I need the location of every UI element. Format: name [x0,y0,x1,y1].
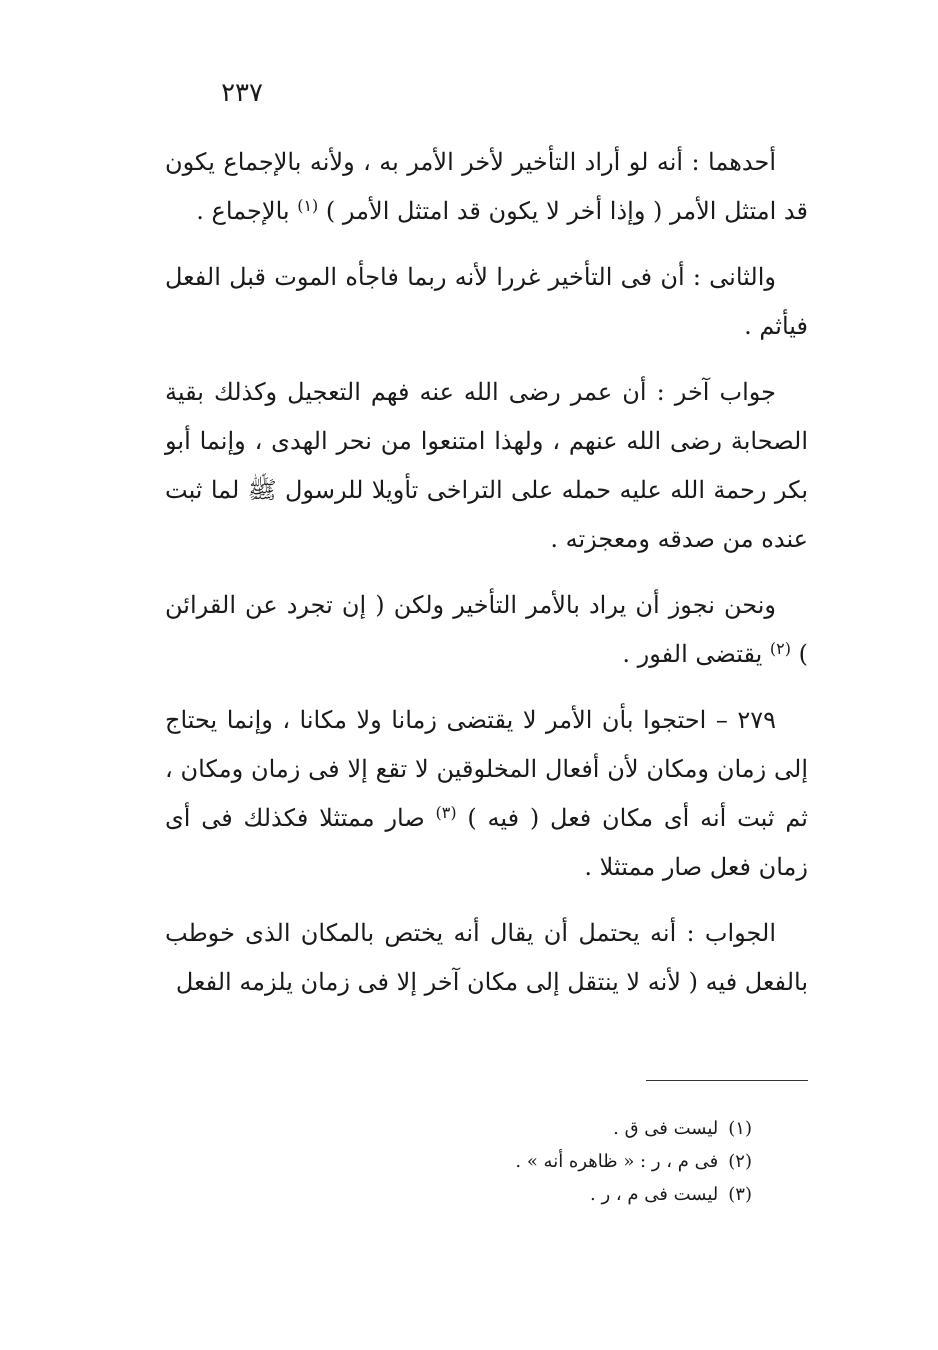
paragraph [165,253,808,351]
footnote [515,1145,752,1178]
paragraph [165,581,808,679]
footnote-number: (٢) [728,1151,752,1172]
footnote-reference: (٣) [435,803,457,822]
page-number: ٢٣٧ [221,78,263,108]
paragraph [165,696,808,892]
footnote [515,1112,752,1145]
paragraph-text: يقتضى الفور . [622,640,770,668]
footnote-text: فى م ، ر : « ظاهره أنه » . [515,1151,719,1172]
paragraph-text: ونحن نجوز أن يراد بالأمر التأخير ولكن ( إن تجرد عن القرائن ) [165,591,808,668]
footnote-number: (٣) [728,1184,752,1205]
paragraph [165,138,808,236]
footnote-separator [646,1080,808,1081]
paragraph-text: جواب آخر : أن عمر رضى الله عنه فهم التعجيل وكذلك بقية الصحابة رضى الله عنهم ، ولهذا امتنعوا من نحر الهدى ، وإنما أبو بكر رحمة الله عليه حمله على التراخى تأويلا للرسول ﷺ لما ثبت عنده من صدقه ومعجزته . [165,378,808,553]
paragraph [165,909,808,1007]
footnote-reference: (٢) [769,639,791,658]
footnote-text: ليست فى ق . [613,1118,719,1139]
footnote-reference: (١) [297,196,319,215]
paragraph [165,368,808,564]
footnotes [515,1112,752,1211]
paragraph-text: بالإجماع . [196,197,298,225]
paragraph-text: ٢٧٩ – احتجوا بأن الأمر لا يقتضى زمانا ولا مكانا ، وإنما يحتاج إلى زمان ومكان لأن أفعال المخلوقين لا تقع إلا فى زمان ومكان ، ثم ثبت أنه أى مكان فعل ( فيه ) [165,706,808,832]
paragraph-text: الجواب : أنه يحتمل أن يقال أنه يختص بالمكان الذى خوطب بالفعل فيه ( لأنه لا ينتقل إلى مكان آخر إلا فى زمان يلزمه الفعل [165,919,808,996]
paragraph-text: والثانى : أن فى التأخير غررا لأنه ربما فاجأه الموت قبل الفعل فيأثم . [165,263,808,340]
footnote [515,1178,752,1211]
footnote-text: ليست فى م ، ر . [590,1184,719,1205]
main-text [165,138,808,1024]
footnote-number: (١) [728,1118,752,1139]
paragraph-text: صار ممتثلا فكذلك فى أى زمان فعل صار ممتثلا . [165,804,808,881]
paragraph-text: أحدهما : أنه لو أراد التأخير لأخر الأمر به ، ولأنه بالإجماع يكون قد امتثل الأمر ( وإذا أخر لا يكون قد امتثل الأمر ) [165,148,808,225]
